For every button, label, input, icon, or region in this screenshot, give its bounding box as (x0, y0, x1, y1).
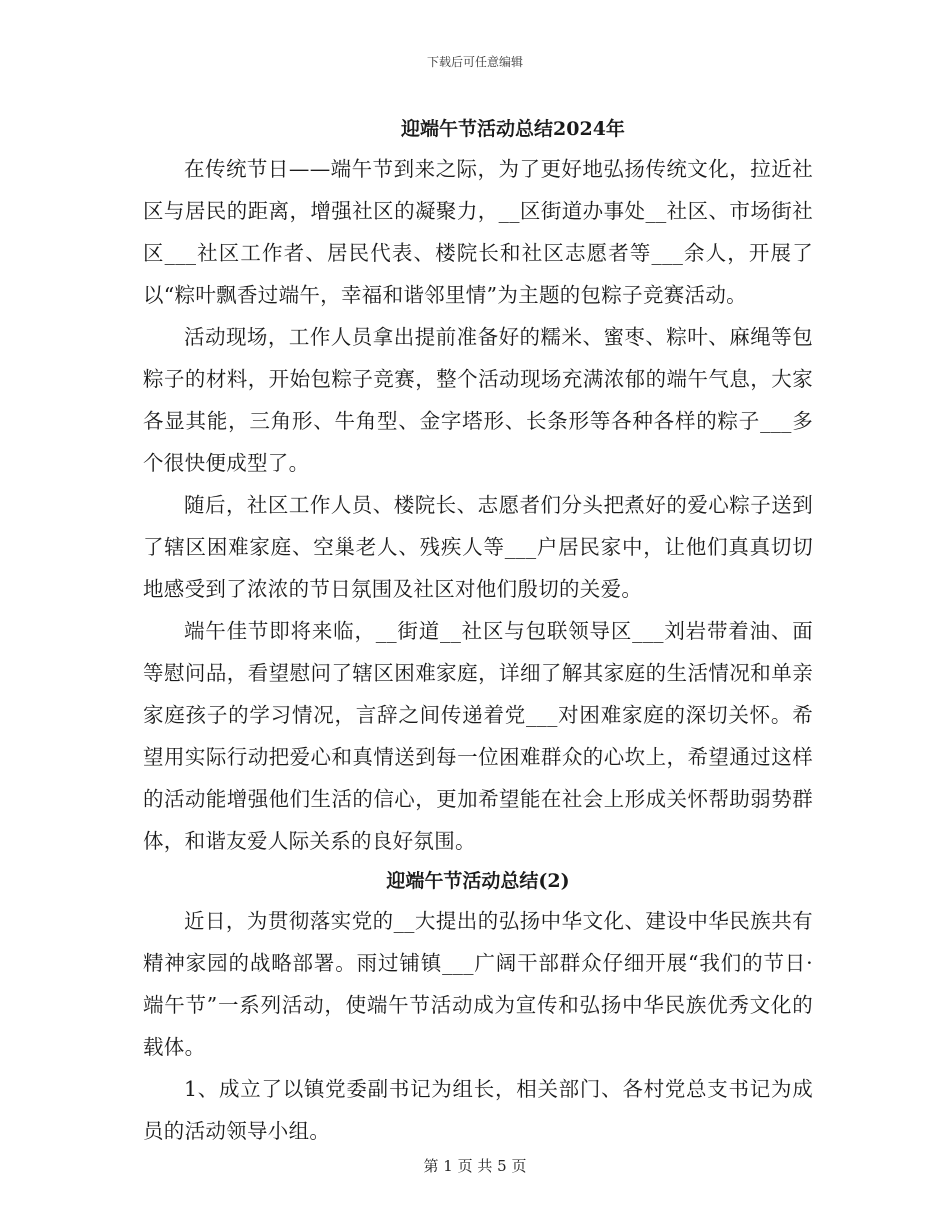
paragraph: 随后，社区工作人员、楼院长、志愿者们分头把煮好的爱心粽子送到了辖区困难家庭、空巢老人、残疾人等___户居民家中，让他们真真切切地感受到了浓浓的节日氛围及社区对他们殷切的关爱。 (143, 493, 813, 601)
section-title: 迎端午节活动总结(2) (386, 870, 570, 892)
paragraph: 活动现场，工作人员拿出提前准备好的糯米、蜜枣、粽叶、麻绳等包粽子的材料，开始包粽子竞赛，整个活动现场充满浓郁的端午气息，大家各显其能，三角形、牛角型、金字塔形、长条形等各种各样的粽子___多个很快便成型了。 (143, 325, 813, 475)
document-title: 迎端午节活动总结2024年 (401, 118, 625, 140)
document-body (143, 110, 813, 1152)
paragraph: 1、成立了以镇党委副书记为组长，相关部门、各村党总支书记为成员的活动领导小组。 (143, 1077, 813, 1143)
header-note: 下载后可任意编辑 (426, 55, 523, 69)
paragraph: 近日，为贯彻落实党的__大提出的弘扬中华文化、建设中华民族共有精神家园的战略部署。雨过铺镇___广阔干部群众仔细开展“我们的节日·端午节”一系列活动，使端午节活动成为宣传和弘扬中华民族优秀文化的载体。 (143, 909, 813, 1059)
paragraph: 在传统节日——端午节到来之际，为了更好地弘扬传统文化，拉近社区与居民的距离，增强社区的凝聚力，__区街道办事处__社区、市场街社区___社区工作者、居民代表、楼院长和社区志愿者等___余人，开展了以“粽叶飘香过端午，幸福和谐邻里情”为主题的包粽子竞赛活动。 (143, 157, 813, 307)
paragraph: 端午佳节即将来临，__街道__社区与包联领导区___刘岩带着油、面等慰问品，看望慰问了辖区困难家庭，详细了解其家庭的生活情况和单亲家庭孩子的学习情况，言辞之间传递着党___对困难家庭的深切关怀。希望用实际行动把爱心和真情送到每一位困难群众的心坎上，希望通过这样的活动能增强他们生活的信心，更加希望能在社会上形成关怀帮助弱势群体，和谐友爱人际关系的良好氛围。 (143, 619, 813, 853)
page-footer: 第 1 页 共 5 页 (423, 1157, 527, 1175)
